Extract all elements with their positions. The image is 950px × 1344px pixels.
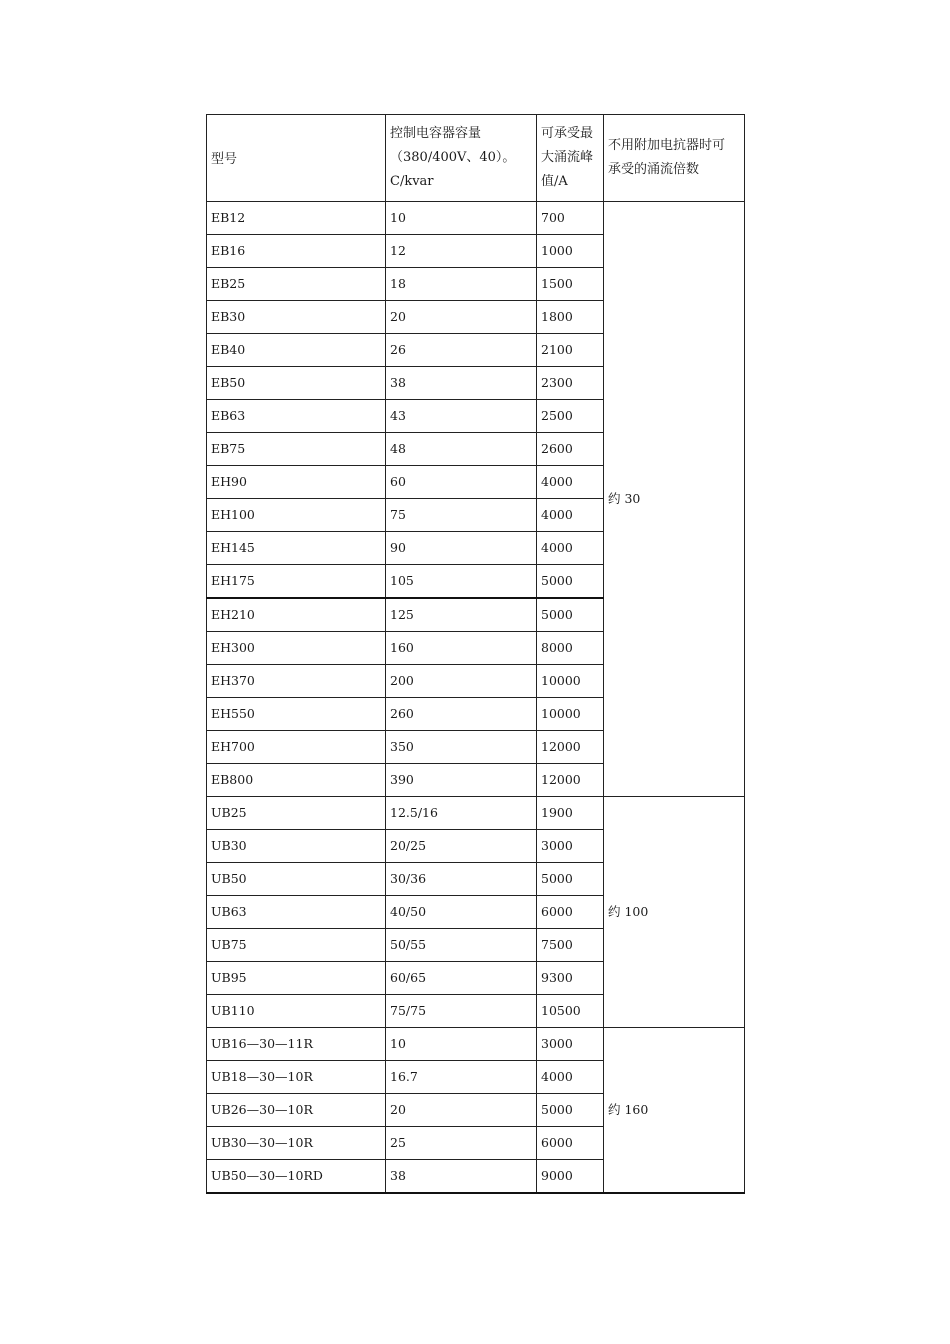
cell-peak: 4000 xyxy=(537,532,604,565)
cell-peak: 6000 xyxy=(537,896,604,929)
cell-peak: 1900 xyxy=(537,797,604,830)
header-peak-current xyxy=(537,115,604,202)
cell-peak: 12000 xyxy=(537,764,604,797)
cell-model: EB75 xyxy=(207,433,386,466)
header-capacity-line: C/kvar xyxy=(390,174,434,189)
cell-peak: 9000 xyxy=(537,1160,604,1194)
cell-model: EB30 xyxy=(207,301,386,334)
cell-peak: 2100 xyxy=(537,334,604,367)
header-peak-line: 大涌流峰 xyxy=(541,150,594,165)
contactor-spec-table xyxy=(206,114,745,1194)
cell-model: EB40 xyxy=(207,334,386,367)
cell-capacity: 18 xyxy=(386,268,537,301)
header-capacity-line: 控制电容器容量 xyxy=(390,126,482,141)
cell-inrush-multiple: 约 30 xyxy=(604,202,745,797)
cell-capacity: 160 xyxy=(386,632,537,665)
cell-inrush-multiple: 约 100 xyxy=(604,797,745,1028)
cell-capacity: 43 xyxy=(386,400,537,433)
cell-peak: 6000 xyxy=(537,1127,604,1160)
cell-model: UB30—30—10R xyxy=(207,1127,386,1160)
cell-model: UB95 xyxy=(207,962,386,995)
cell-capacity: 20 xyxy=(386,301,537,334)
cell-peak: 5000 xyxy=(537,1094,604,1127)
cell-capacity: 48 xyxy=(386,433,537,466)
cell-model: UB50—30—10RD xyxy=(207,1160,386,1194)
cell-model: UB63 xyxy=(207,896,386,929)
cell-peak: 5000 xyxy=(537,565,604,599)
cell-model: EH300 xyxy=(207,632,386,665)
cell-model: UB18—30—10R xyxy=(207,1061,386,1094)
cell-peak: 2600 xyxy=(537,433,604,466)
table-row xyxy=(207,1028,745,1061)
cell-capacity: 200 xyxy=(386,665,537,698)
cell-model: EB12 xyxy=(207,202,386,235)
cell-model: EH550 xyxy=(207,698,386,731)
cell-model: EH700 xyxy=(207,731,386,764)
cell-inrush-multiple: 约 160 xyxy=(604,1028,745,1194)
cell-capacity: 26 xyxy=(386,334,537,367)
cell-peak: 4000 xyxy=(537,1061,604,1094)
cell-capacity: 12 xyxy=(386,235,537,268)
cell-capacity: 75 xyxy=(386,499,537,532)
table-row xyxy=(207,202,745,235)
cell-peak: 2500 xyxy=(537,400,604,433)
cell-model: UB25 xyxy=(207,797,386,830)
header-inrush-multiple xyxy=(604,115,745,202)
cell-capacity: 40/50 xyxy=(386,896,537,929)
cell-capacity: 20/25 xyxy=(386,830,537,863)
cell-peak: 10000 xyxy=(537,698,604,731)
cell-peak: 7500 xyxy=(537,929,604,962)
cell-model: UB75 xyxy=(207,929,386,962)
cell-capacity: 30/36 xyxy=(386,863,537,896)
cell-capacity: 25 xyxy=(386,1127,537,1160)
cell-capacity: 10 xyxy=(386,202,537,235)
cell-peak: 4000 xyxy=(537,466,604,499)
cell-peak: 700 xyxy=(537,202,604,235)
cell-peak: 5000 xyxy=(537,863,604,896)
table-body xyxy=(207,202,745,1194)
cell-model: EB16 xyxy=(207,235,386,268)
header-capacity xyxy=(386,115,537,202)
cell-model: UB26—30—10R xyxy=(207,1094,386,1127)
cell-model: EH100 xyxy=(207,499,386,532)
header-capacity-line: （380/400V、40）。 xyxy=(390,150,516,165)
header-peak-line: 可承受最 xyxy=(541,126,594,141)
cell-capacity: 105 xyxy=(386,565,537,599)
cell-capacity: 260 xyxy=(386,698,537,731)
cell-peak: 1500 xyxy=(537,268,604,301)
header-peak-line: 值/A xyxy=(541,174,568,189)
cell-peak: 9300 xyxy=(537,962,604,995)
cell-model: EH175 xyxy=(207,565,386,599)
header-multiple-line: 承受的涌流倍数 xyxy=(608,162,700,177)
cell-capacity: 50/55 xyxy=(386,929,537,962)
cell-model: EH370 xyxy=(207,665,386,698)
cell-model: EB63 xyxy=(207,400,386,433)
cell-capacity: 90 xyxy=(386,532,537,565)
cell-capacity: 38 xyxy=(386,367,537,400)
cell-capacity: 125 xyxy=(386,598,537,632)
cell-capacity: 12.5/16 xyxy=(386,797,537,830)
cell-model: UB16—30—11R xyxy=(207,1028,386,1061)
cell-peak: 8000 xyxy=(537,632,604,665)
header-multiple-line: 不用附加电抗器时可 xyxy=(608,138,726,153)
cell-capacity: 10 xyxy=(386,1028,537,1061)
cell-model: EB25 xyxy=(207,268,386,301)
cell-capacity: 16.7 xyxy=(386,1061,537,1094)
cell-capacity: 38 xyxy=(386,1160,537,1194)
table-row xyxy=(207,797,745,830)
header-model: 型号 xyxy=(207,115,386,202)
cell-peak: 4000 xyxy=(537,499,604,532)
cell-peak: 1800 xyxy=(537,301,604,334)
cell-model: EH90 xyxy=(207,466,386,499)
cell-capacity: 390 xyxy=(386,764,537,797)
cell-model: UB50 xyxy=(207,863,386,896)
header-row xyxy=(207,115,745,202)
cell-model: EB50 xyxy=(207,367,386,400)
cell-peak: 3000 xyxy=(537,1028,604,1061)
cell-model: UB30 xyxy=(207,830,386,863)
cell-capacity: 60/65 xyxy=(386,962,537,995)
cell-peak: 12000 xyxy=(537,731,604,764)
cell-capacity: 350 xyxy=(386,731,537,764)
cell-model: EH210 xyxy=(207,598,386,632)
cell-peak: 1000 xyxy=(537,235,604,268)
table-header xyxy=(207,115,745,202)
cell-peak: 10500 xyxy=(537,995,604,1028)
cell-model: EH145 xyxy=(207,532,386,565)
cell-peak: 3000 xyxy=(537,830,604,863)
cell-model: UB110 xyxy=(207,995,386,1028)
cell-capacity: 60 xyxy=(386,466,537,499)
cell-peak: 5000 xyxy=(537,598,604,632)
cell-model: EB800 xyxy=(207,764,386,797)
cell-peak: 2300 xyxy=(537,367,604,400)
cell-peak: 10000 xyxy=(537,665,604,698)
cell-capacity: 20 xyxy=(386,1094,537,1127)
cell-capacity: 75/75 xyxy=(386,995,537,1028)
